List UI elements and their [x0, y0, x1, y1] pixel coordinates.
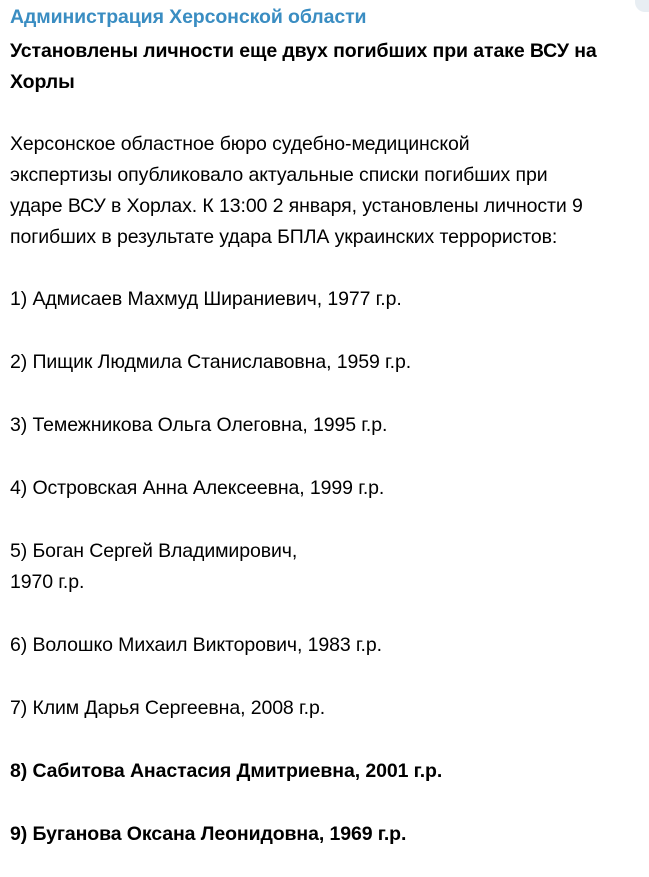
headline-line: Установлены личности еще двух погибших при атаке ВСУ на: [10, 40, 597, 62]
intro-line: погибших в результате удара БПЛА украинских террористов:: [10, 226, 558, 248]
post-intro: [10, 129, 639, 253]
list-item: 4) Островская Анна Алексеевна, 1999 г.р.: [10, 477, 385, 499]
channel-name-link[interactable]: Администрация Херсонской области: [10, 6, 367, 28]
list-item-line: 1970 г.р.: [10, 571, 85, 593]
list-item: 2) Пищик Людмила Станиславовна, 1959 г.р.: [10, 351, 412, 373]
list-item: 1) Адмисаев Махмуд Шираниевич, 1977 г.р.: [10, 288, 402, 310]
list-item: 8) Сабитова Анастасия Дмитриевна, 2001 г.р.: [10, 760, 443, 782]
list-item: 7) Клим Дарья Сергеевна, 2008 г.р.: [10, 697, 326, 719]
headline-line: Хорлы: [10, 71, 75, 93]
list-item: 3) Темежникова Ольга Олеговна, 1995 г.р.: [10, 414, 388, 436]
intro-line: Херсонское областное бюро судебно-медицинской: [10, 133, 470, 155]
post-headline: [10, 36, 639, 98]
intro-line: экспертизы опубликовало актуальные списки погибших при: [10, 164, 548, 186]
list-item: 6) Волошко Михаил Викторович, 1983 г.р.: [10, 634, 382, 656]
list-item: 9) Буганова Оксана Леонидовна, 1969 г.р.: [10, 823, 407, 845]
intro-line: ударе ВСУ в Хорлах. К 13:00 2 января, установлены личности 9: [10, 195, 583, 217]
victims-list: [10, 284, 639, 850]
list-item: [10, 536, 639, 598]
list-item-line: 5) Боган Сергей Владимирович,: [10, 540, 298, 562]
